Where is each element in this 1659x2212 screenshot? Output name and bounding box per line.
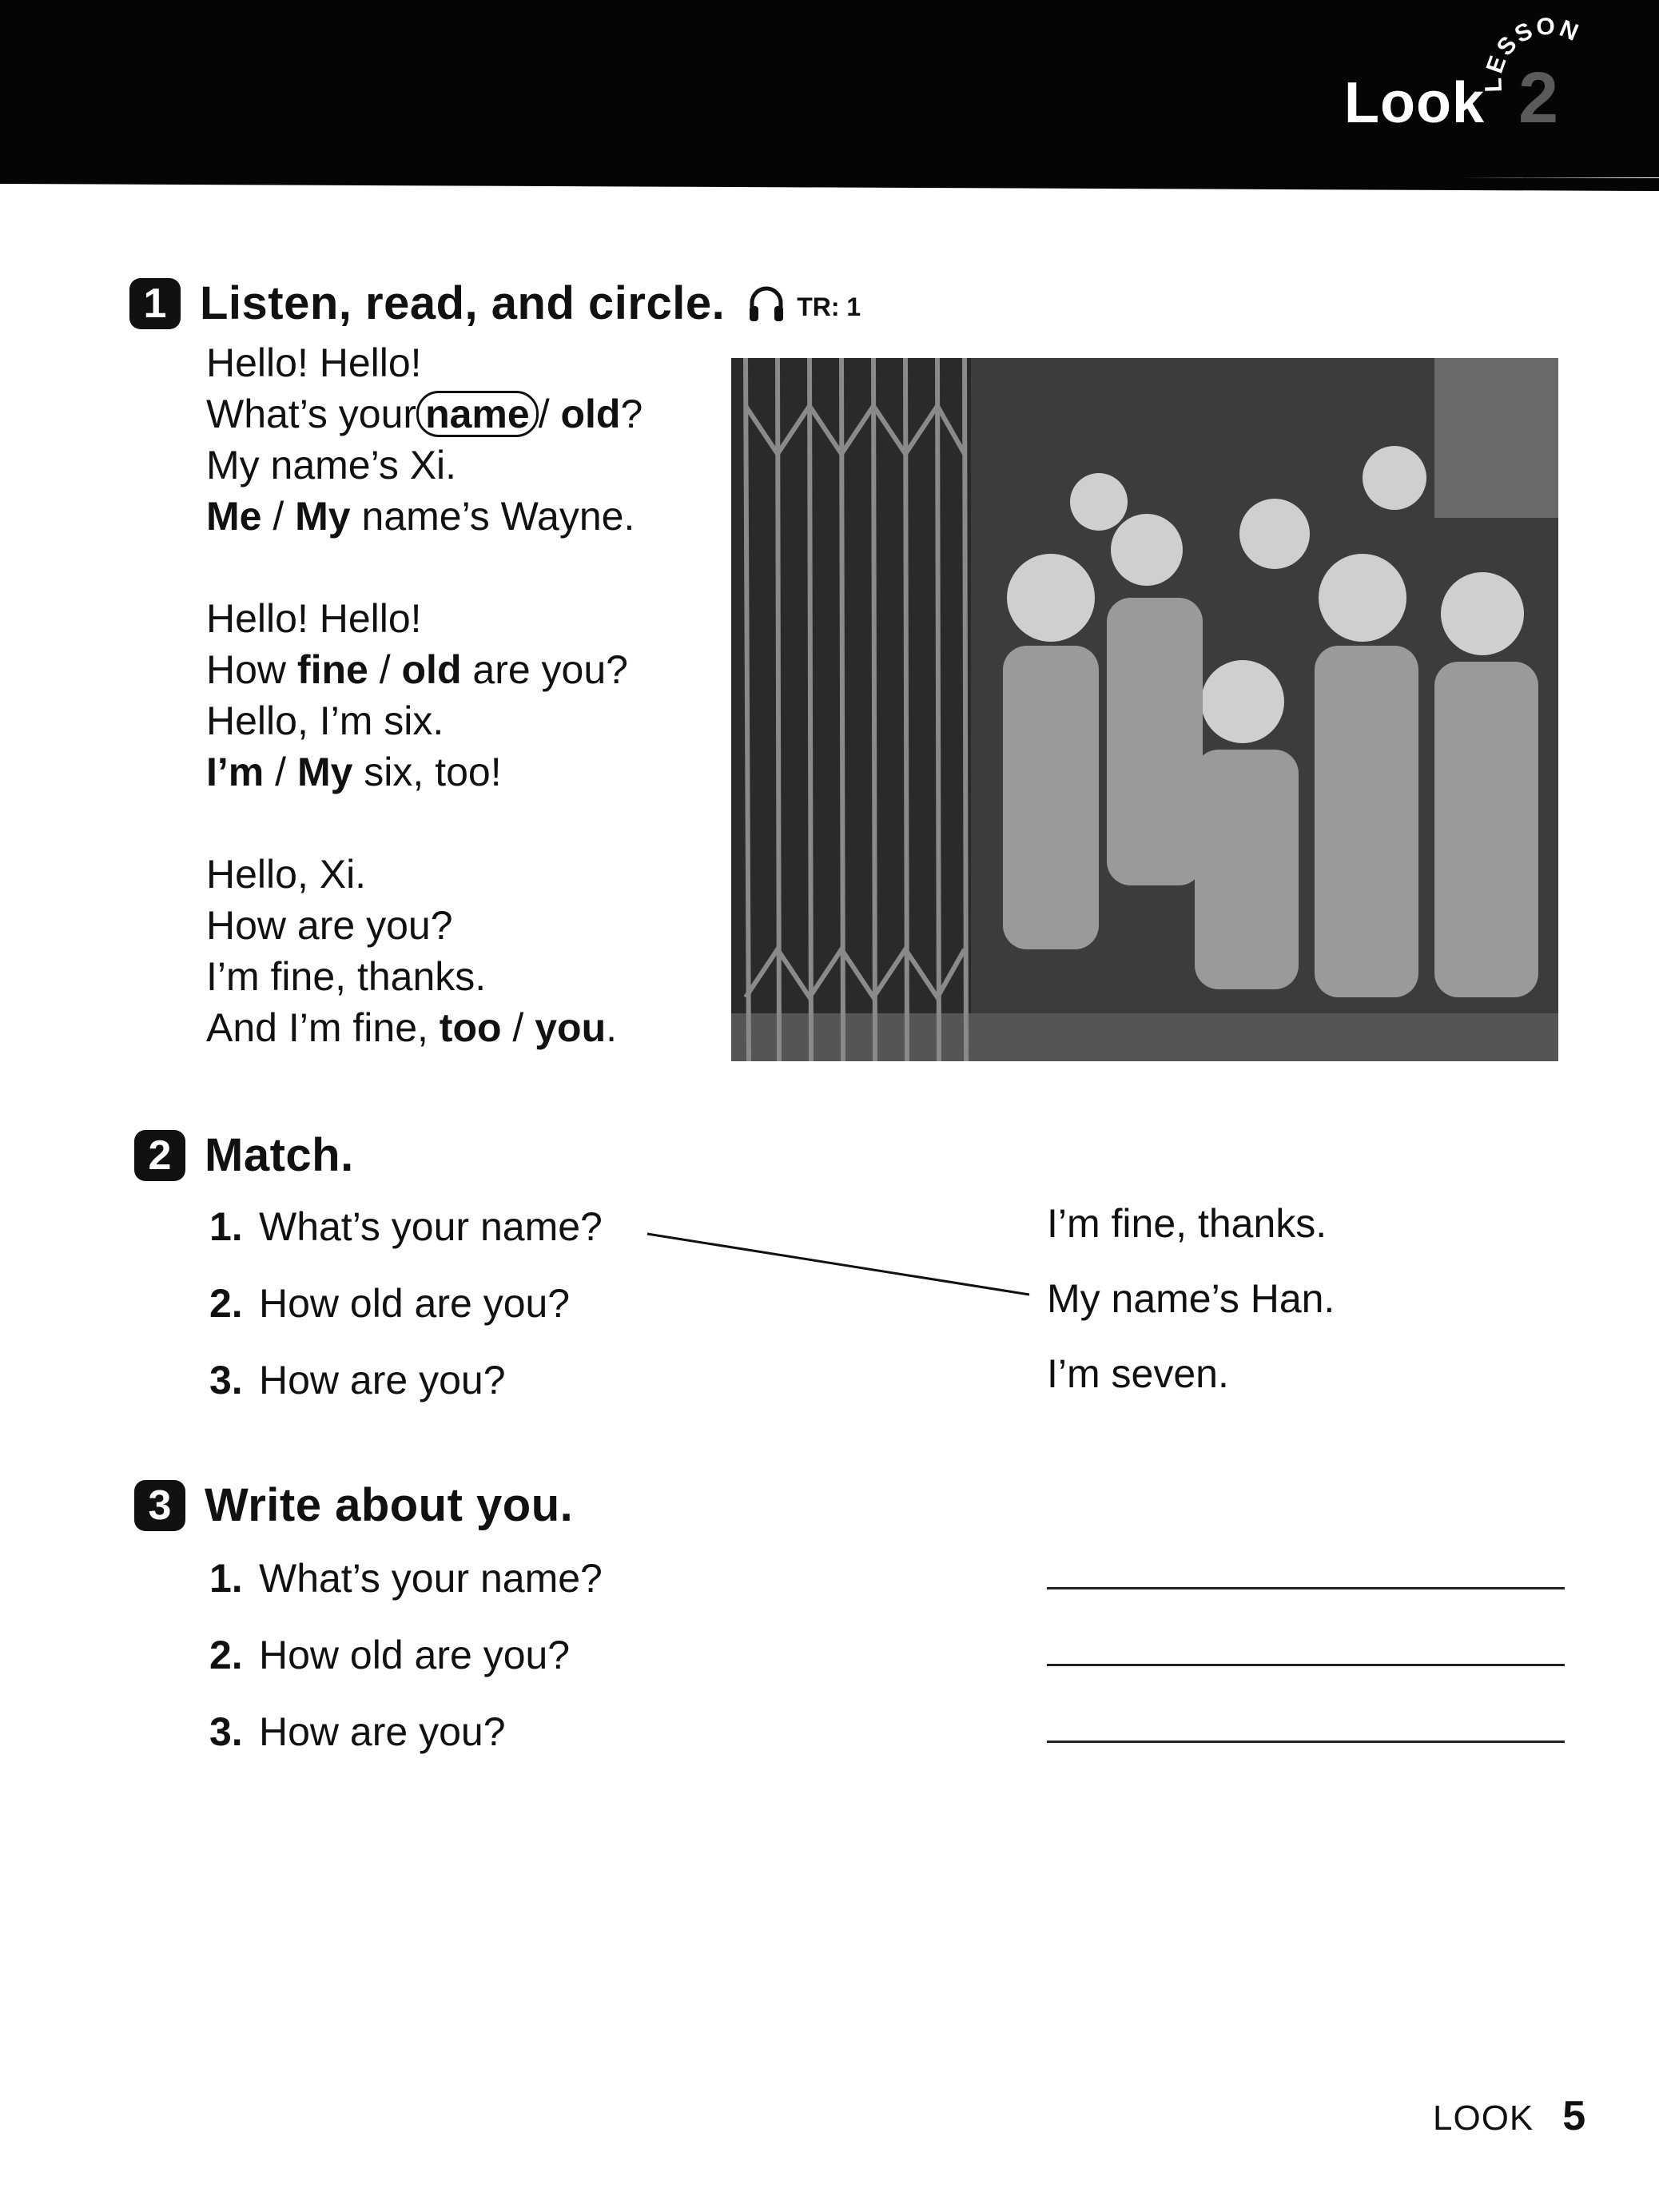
answer-write-line[interactable] [1047,1587,1565,1589]
section2-title: Match. [205,1129,354,1181]
choice-word[interactable]: too [439,1005,502,1050]
song-text: . [606,1005,618,1050]
choice-word[interactable]: old [401,647,462,692]
song-text: / [261,494,296,539]
match-question[interactable] [209,1203,603,1250]
song-text: And I’m fine, [206,1005,440,1050]
question-text: How old are you? [259,1281,571,1326]
song-text: are you? [461,647,628,692]
question-text: How are you? [259,1709,506,1754]
section2-number-badge: 2 [134,1130,185,1181]
song-text: six, too! [352,750,502,794]
question-number: 3. [209,1358,243,1402]
song-text: / [264,750,297,794]
song-line [206,951,643,1002]
song-line [206,695,643,746]
song-line [206,593,643,644]
headphones-icon[interactable] [747,284,786,324]
song-text: How [206,647,297,692]
song-line [206,644,643,695]
audio-track[interactable] [747,284,861,324]
section3-heading [134,1478,573,1532]
song-line [206,440,643,491]
song-text: I’m fine, thanks. [206,954,487,999]
song-text: Hello! Hello! [206,340,422,385]
choice-word[interactable]: you [535,1005,607,1050]
section2-heading [134,1128,354,1182]
question-text: What’s your name? [259,1204,603,1249]
lesson-number: 2 [1518,58,1559,138]
song-text: Hello! Hello! [206,596,422,641]
match-answer[interactable]: I’m seven. [1047,1351,1229,1396]
page-number: 5 [1562,2093,1586,2139]
answer-write-line[interactable] [1047,1664,1565,1666]
question-number: 1. [209,1556,243,1601]
write-question [209,1632,570,1678]
question-number: 1. [209,1204,243,1249]
section3-number-badge: 3 [134,1480,185,1531]
children-photo [731,358,1558,1061]
song-text: How are you? [206,903,453,948]
choice-word[interactable]: Me [206,494,262,539]
song-line [206,491,643,542]
question-text: What’s your name? [259,1556,603,1601]
stanza-gap [206,798,643,849]
choice-word[interactable]: old [560,392,621,436]
choice-word[interactable]: fine [296,647,368,692]
song-text: / [368,647,402,692]
write-question [209,1709,506,1755]
choice-word[interactable]: My [296,750,353,794]
page-title: Look [1344,71,1485,135]
song-text: What’s your [206,392,417,436]
song-text: name’s Wayne. [350,494,635,539]
answer-write-line[interactable] [1047,1741,1565,1743]
song-line [206,1002,643,1053]
match-answer[interactable]: I’m fine, thanks. [1047,1201,1327,1246]
song-line [206,337,643,388]
question-number: 2. [209,1633,243,1677]
lesson-label-text: LESSON [1480,16,1585,93]
circled-word[interactable]: name [416,391,539,437]
section1-heading [129,276,861,330]
question-text: How are you? [259,1358,506,1402]
song-line [206,388,643,440]
question-text: How old are you? [259,1633,571,1677]
section1-number-badge: 1 [129,278,181,329]
song-text [206,337,643,1053]
song-text: Hello, I’m six. [206,698,444,743]
match-question[interactable] [209,1357,506,1403]
page-footer [1433,2092,1585,2140]
song-text: / [501,1005,535,1050]
song-line [206,849,643,900]
song-line [206,746,643,798]
track-label: TR: 1 [797,292,861,321]
match-answer[interactable]: My name’s Han. [1047,1276,1335,1321]
choice-word[interactable]: My [295,494,351,539]
stanza-gap [206,542,643,593]
song-text: My name’s Xi. [206,443,457,487]
footer-unit-word: LOOK [1433,2099,1534,2138]
song-line [206,900,643,951]
song-text: ? [620,392,643,436]
song-text: Hello, Xi. [206,852,367,897]
section3-title: Write about you. [205,1479,574,1531]
question-number: 3. [209,1709,243,1754]
match-question[interactable] [209,1280,570,1327]
section1-title: Listen, read, and circle. [200,277,726,329]
song-text: / [538,392,561,436]
question-number: 2. [209,1281,243,1326]
write-question [209,1555,603,1601]
choice-word[interactable]: I’m [206,750,265,794]
